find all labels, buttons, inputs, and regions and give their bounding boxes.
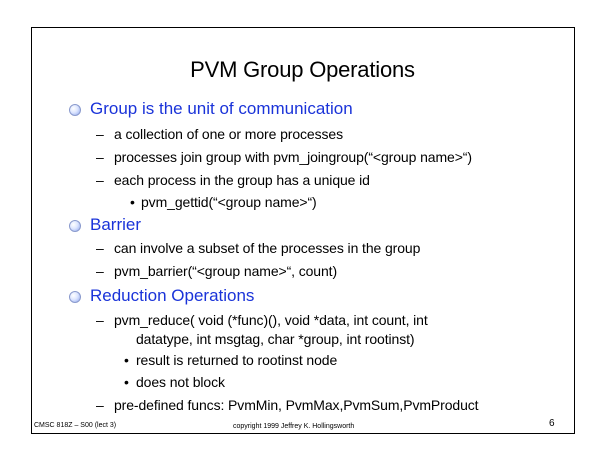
bullet-dot-icon: [69, 291, 81, 303]
item-reduce-call-line1: pvm_reduce( void (*func)(), void *data, int count, int: [114, 312, 428, 328]
dash-icon: –: [96, 263, 104, 279]
item-group-unique-id: each process in the group has a unique id: [114, 172, 370, 188]
item-group-collection: a collection of one or more processes: [114, 126, 343, 142]
dash-icon: –: [96, 149, 104, 165]
dash-icon: –: [96, 240, 104, 256]
bullet-dot-icon: [69, 104, 81, 116]
dash-icon: –: [96, 172, 104, 188]
dash-icon: –: [96, 126, 104, 142]
subitem-no-block: does not block: [136, 374, 225, 390]
slide-title: PVM Group Operations: [190, 57, 415, 82]
section-heading-group: Group is the unit of communication: [90, 99, 353, 118]
dash-icon: –: [96, 397, 104, 413]
item-group-join: processes join group with pvm_joingroup(“<group name>“): [114, 149, 472, 165]
footer-copyright: copyright 1999 Jeffrey K. Hollingsworth: [233, 423, 355, 430]
item-predefined-funcs: pre-defined funcs: PvmMin, PvmMax,PvmSum,PvmProduct: [114, 397, 479, 413]
subitem-rootinst: result is returned to rootinst node: [136, 352, 338, 368]
section-heading-reduction: Reduction Operations: [90, 286, 255, 305]
section-heading-barrier: Barrier: [90, 215, 142, 234]
bullet-dot-icon: [69, 220, 81, 232]
bullet-small-icon: •: [124, 374, 129, 390]
dash-icon: –: [96, 312, 104, 328]
page-number: 6: [549, 418, 555, 429]
item-barrier-call: pvm_barrier(“<group name>“, count): [114, 263, 338, 279]
item-barrier-subset: can involve a subset of the processes in the group: [114, 240, 421, 256]
subitem-gettid: pvm_gettid(“<group name>“): [141, 194, 317, 210]
footer-course: CMSC 818Z – S00 (lect 3): [34, 422, 117, 429]
item-reduce-call-line2: datatype, int msgtag, char *group, int rootinst): [136, 331, 415, 347]
bullet-small-icon: •: [124, 352, 129, 368]
bullet-small-icon: •: [130, 194, 135, 210]
